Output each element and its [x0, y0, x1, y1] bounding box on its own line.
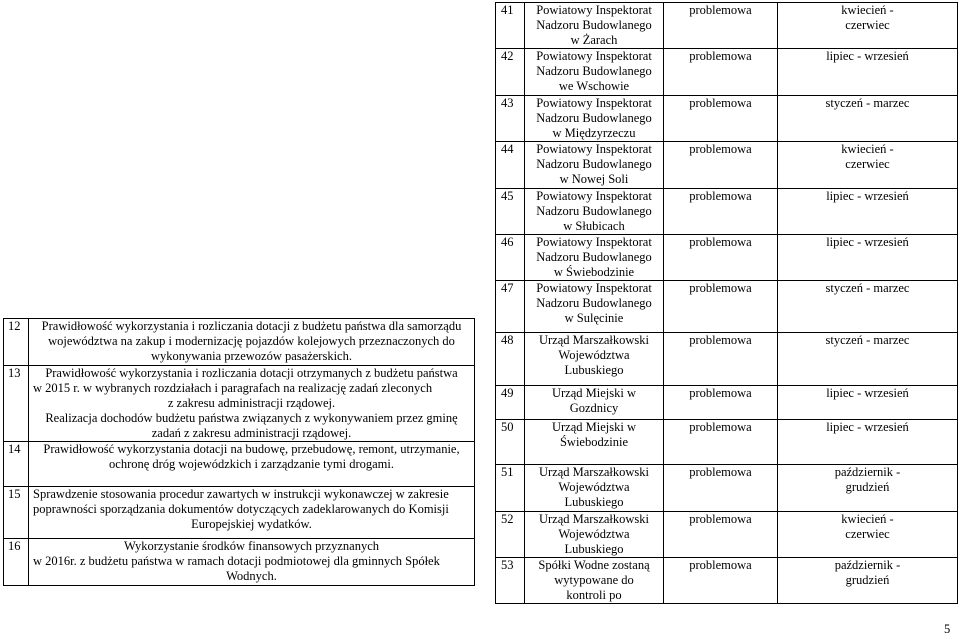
row-number: 41: [496, 3, 525, 49]
control-period-line: kwiecień -: [841, 3, 894, 17]
table-row: [496, 49, 958, 96]
row-number: 52: [496, 512, 525, 558]
control-type: problemowa: [664, 189, 778, 235]
controlled-unit-line: Nadzoru Budowlanego: [536, 18, 652, 32]
row-number: 50: [496, 420, 525, 465]
table-row: [496, 235, 958, 281]
left-control-table: [3, 318, 475, 586]
controlled-unit-line: Województwa: [558, 480, 630, 494]
table-row: [496, 96, 958, 142]
control-period: [778, 558, 958, 604]
control-period-line: kwiecień -: [841, 142, 894, 156]
row-number: 46: [496, 235, 525, 281]
row-number: 43: [496, 96, 525, 142]
table-row: [496, 3, 958, 49]
control-type: problemowa: [664, 96, 778, 142]
control-period-line: lipiec - wrzesień: [826, 49, 909, 63]
controlled-unit-line: Lubuskiego: [564, 542, 624, 556]
table-row: [4, 539, 475, 586]
row-number: 13: [4, 366, 29, 442]
right-control-table: [495, 2, 958, 604]
controlled-unit-line: w Nowej Soli: [559, 172, 629, 186]
controlled-unit-line: Powiatowy Inspektorat: [536, 189, 652, 203]
controlled-unit-line: Nadzoru Budowlanego: [536, 296, 652, 310]
controlled-unit: [525, 465, 664, 512]
row-number: 45: [496, 189, 525, 235]
control-subject: [29, 442, 475, 487]
controlled-unit-line: Gozdnicy: [569, 401, 619, 415]
row-number: 14: [4, 442, 29, 487]
control-subject-line: ochronę dróg wojewódzkich i zarządzanie tymi drogami.: [109, 457, 394, 471]
control-period: [778, 420, 958, 465]
control-subject: [29, 366, 475, 442]
controlled-unit-line: Nadzoru Budowlanego: [536, 64, 652, 78]
control-period-line: kwiecień -: [841, 512, 894, 526]
control-subject: [29, 319, 475, 366]
table-row: [4, 442, 475, 487]
controlled-unit-line: Urząd Marszałkowski: [538, 512, 650, 526]
controlled-unit-line: Spółki Wodne zostaną: [538, 558, 650, 572]
control-subject-line: z zakresu administracji rządowej.: [167, 396, 336, 410]
controlled-unit: [525, 558, 664, 604]
control-period-line: czerwiec: [845, 157, 890, 171]
controlled-unit-line: Powiatowy Inspektorat: [536, 49, 652, 63]
row-number: 51: [496, 465, 525, 512]
control-type: problemowa: [664, 235, 778, 281]
table-row: [4, 487, 475, 539]
control-type: problemowa: [664, 512, 778, 558]
row-number: 47: [496, 281, 525, 333]
control-subject-line: Wodnych.: [226, 569, 277, 583]
controlled-unit: [525, 96, 664, 142]
control-type: problemowa: [664, 420, 778, 465]
row-number: 44: [496, 142, 525, 189]
control-period: [778, 96, 958, 142]
controlled-unit: [525, 49, 664, 96]
control-period-line: lipiec - wrzesień: [826, 386, 909, 400]
control-period-line: styczeń - marzec: [825, 333, 910, 347]
control-period: [778, 3, 958, 49]
control-period: [778, 142, 958, 189]
control-period-line: lipiec - wrzesień: [826, 420, 909, 434]
row-number: 53: [496, 558, 525, 604]
controlled-unit-line: Nadzoru Budowlanego: [536, 250, 652, 264]
controlled-unit: [525, 3, 664, 49]
control-subject-line: w 2015 r. w wybranych rozdziałach i paragrafach na realizację zadań zleconych: [33, 381, 433, 395]
row-number: 12: [4, 319, 29, 366]
control-subject-line: zadań z zakresu administracji rządowej.: [151, 426, 352, 440]
row-number: 16: [4, 539, 29, 586]
control-type: problemowa: [664, 333, 778, 386]
controlled-unit-line: Województwa: [558, 348, 630, 362]
control-subject-line: Wykorzystanie środków finansowych przyznanych: [123, 539, 380, 553]
controlled-unit: [525, 386, 664, 420]
controlled-unit-line: Urząd Marszałkowski: [538, 465, 650, 479]
table-row: [496, 558, 958, 604]
control-period-line: lipiec - wrzesień: [826, 235, 909, 249]
controlled-unit-line: Powiatowy Inspektorat: [536, 142, 652, 156]
controlled-unit-line: Województwa: [558, 527, 630, 541]
control-period: [778, 189, 958, 235]
control-period: [778, 49, 958, 96]
controlled-unit-line: w Świebodzinie: [553, 265, 635, 279]
control-type: problemowa: [664, 142, 778, 189]
control-period-line: grudzień: [845, 480, 890, 494]
table-row: [496, 420, 958, 465]
control-period-line: październik -: [834, 558, 901, 572]
control-period: [778, 333, 958, 386]
control-period-line: lipiec - wrzesień: [826, 189, 909, 203]
controlled-unit-line: Powiatowy Inspektorat: [536, 235, 652, 249]
controlled-unit-line: Nadzoru Budowlanego: [536, 157, 652, 171]
control-type: problemowa: [664, 281, 778, 333]
controlled-unit-line: wytypowane do: [554, 573, 634, 587]
left-table-body: [4, 319, 475, 586]
row-number: 15: [4, 487, 29, 539]
control-subject: [29, 539, 475, 586]
table-row: [496, 465, 958, 512]
controlled-unit: [525, 333, 664, 386]
controlled-unit: [525, 512, 664, 558]
control-subject: [29, 487, 475, 539]
table-row: [496, 142, 958, 189]
controlled-unit-line: Nadzoru Budowlanego: [536, 204, 652, 218]
table-row: [4, 319, 475, 366]
control-subject-line: Prawidłowość wykorzystania dotacji na budowę, przebudowę, remont, utrzymanie,: [43, 442, 460, 456]
control-subject-line: Sprawdzenie stosowania procedur zawartych w instrukcji wykonawczej w zakresie: [33, 487, 449, 501]
right-table-body: [496, 3, 958, 604]
control-period: [778, 465, 958, 512]
control-period-line: październik -: [834, 465, 901, 479]
control-period: [778, 281, 958, 333]
controlled-unit-line: Urząd Marszałkowski: [538, 333, 650, 347]
control-subject-line: w 2016r. z budżetu państwa w ramach dotacji podmiotowej dla gminnych Spółek: [33, 554, 440, 568]
control-period: [778, 512, 958, 558]
controlled-unit: [525, 142, 664, 189]
control-period-line: styczeń - marzec: [825, 281, 910, 295]
controlled-unit-line: Powiatowy Inspektorat: [536, 96, 652, 110]
control-period-line: styczeń - marzec: [825, 96, 910, 110]
control-period: [778, 235, 958, 281]
controlled-unit-line: kontroli po: [566, 588, 622, 602]
controlled-unit: [525, 420, 664, 465]
controlled-unit: [525, 235, 664, 281]
table-row: [496, 281, 958, 333]
controlled-unit-line: Lubuskiego: [564, 495, 624, 509]
controlled-unit-line: Powiatowy Inspektorat: [536, 3, 652, 17]
control-subject-line: Realizacja dochodów budżetu państwa związanych z wykonywaniem przez gminę: [45, 411, 458, 425]
control-period-line: czerwiec: [845, 527, 890, 541]
controlled-unit: [525, 189, 664, 235]
control-type: problemowa: [664, 558, 778, 604]
controlled-unit-line: we Wschowie: [558, 79, 630, 93]
controlled-unit-line: Nadzoru Budowlanego: [536, 111, 652, 125]
control-type: problemowa: [664, 3, 778, 49]
control-subject-line: wykonywania przewozów pasażerskich.: [151, 349, 352, 363]
control-type: problemowa: [664, 386, 778, 420]
controlled-unit-line: Lubuskiego: [564, 363, 624, 377]
control-subject-line: Europejskiej wydatków.: [191, 517, 312, 531]
control-period-line: czerwiec: [845, 18, 890, 32]
controlled-unit: [525, 281, 664, 333]
table-row: [496, 333, 958, 386]
table-row: [496, 512, 958, 558]
control-period: [778, 386, 958, 420]
control-subject-line: poprawności sporządzania dokumentów dotyczących zadeklarowanych do Komisji: [33, 502, 449, 516]
controlled-unit-line: w Międzyrzeczu: [552, 126, 636, 140]
row-number: 42: [496, 49, 525, 96]
control-subject-line: Prawidłowość wykorzystania i rozliczania dotacji z budżetu państwa dla samorządu: [41, 319, 462, 333]
page-number: 5: [944, 622, 951, 636]
control-period-line: grudzień: [845, 573, 890, 587]
control-type: problemowa: [664, 465, 778, 512]
row-number: 48: [496, 333, 525, 386]
row-number: 49: [496, 386, 525, 420]
controlled-unit-line: Urząd Miejski w: [551, 420, 636, 434]
controlled-unit-line: Świebodzinie: [559, 435, 629, 449]
controlled-unit-line: w Słubicach: [563, 219, 625, 233]
table-row: [496, 386, 958, 420]
control-subject-line: województwa na zakup i modernizację pojazdów kolejowych przeznaczonych do: [48, 334, 455, 348]
controlled-unit-line: w Sulęcinie: [564, 311, 624, 325]
controlled-unit-line: Urząd Miejski w: [551, 386, 636, 400]
control-subject-line: Prawidłowość wykorzystania i rozliczania dotacji otrzymanych z budżetu państwa: [45, 366, 458, 380]
control-type: problemowa: [664, 49, 778, 96]
controlled-unit-line: w Żarach: [570, 33, 618, 47]
table-row: [4, 366, 475, 442]
controlled-unit-line: Powiatowy Inspektorat: [536, 281, 652, 295]
table-row: [496, 189, 958, 235]
